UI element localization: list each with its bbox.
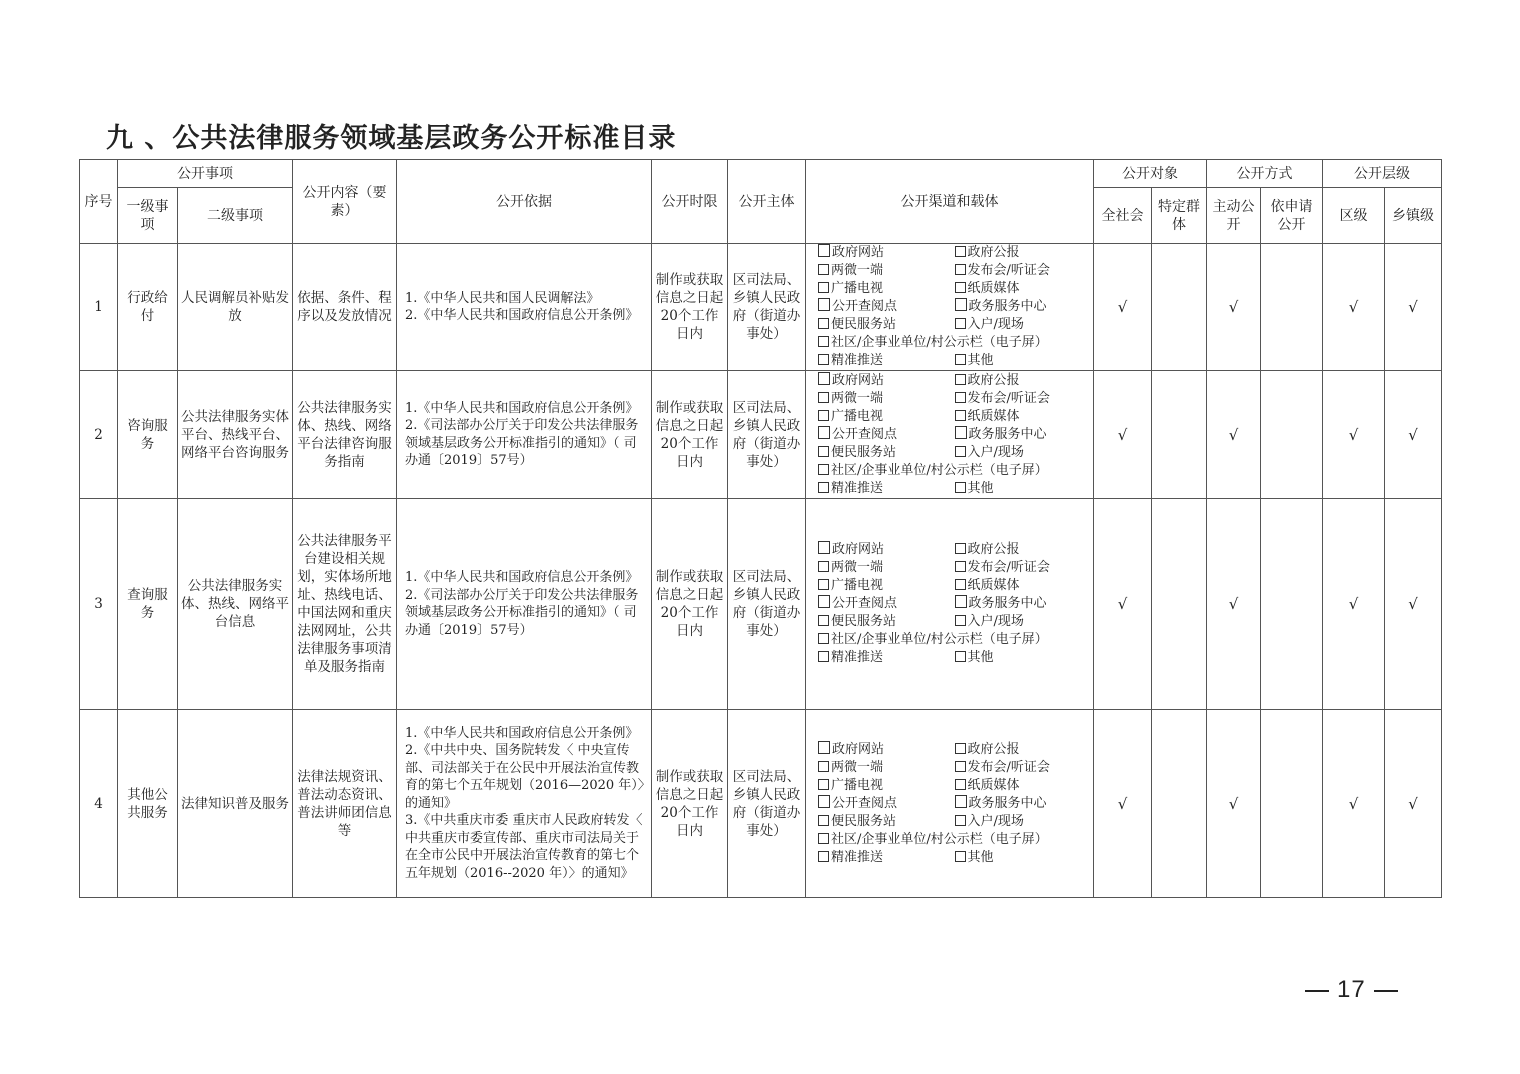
- table-row: [80, 499, 1442, 710]
- checkbox-icon: [818, 815, 829, 826]
- channel-option: 公开查阅点: [818, 426, 955, 444]
- checkbox-icon: [955, 743, 966, 754]
- row-level2-item: 公共法律服务实体、热线、网络平台信息: [178, 499, 293, 710]
- checkbox-icon: [955, 392, 966, 403]
- row-request-mark: [1261, 371, 1323, 499]
- row-specific-mark: [1152, 710, 1207, 898]
- channel-option: 两微一端: [818, 759, 955, 777]
- channel-option: 政府公报: [955, 372, 1092, 390]
- checkbox-icon: [955, 318, 966, 329]
- basis-item: 2.《中共中央、国务院转发〈 中央宣传部、司法部关于在公民中开展法治宣传教育的第七个五年规划（2016—2020 年）〉的通知》: [405, 743, 645, 811]
- row-all-mark: √: [1094, 710, 1152, 898]
- checkbox-icon: [818, 482, 829, 493]
- header-level-district: 区级: [1323, 188, 1385, 244]
- checkbox-icon: [955, 815, 966, 826]
- checkbox-icon: [818, 426, 830, 439]
- row-content: 法律法规资讯、普法动态资讯、普法讲师团信息等: [293, 710, 397, 898]
- row-channels: [806, 499, 1094, 710]
- header-level2: 二级事项: [178, 188, 293, 244]
- page-title: 九 、公共法律服务领域基层政务公开标准目录: [106, 123, 677, 154]
- header-basis: 公开依据: [397, 160, 652, 244]
- checkbox-icon: [818, 833, 829, 844]
- row-request-mark: [1261, 710, 1323, 898]
- checkbox-icon: [955, 264, 966, 275]
- channel-option: 精准推送: [818, 849, 955, 867]
- row-all-mark: √: [1094, 371, 1152, 499]
- checkbox-icon: [818, 561, 829, 572]
- basis-item: 1.《中华人民共和国政府信息公开条例》: [405, 725, 639, 741]
- header-seq: 序号: [80, 160, 118, 244]
- row-specific-mark: [1152, 371, 1207, 499]
- basis-item: 1.《中华人民共和国政府信息公开条例》: [405, 570, 639, 585]
- channel-option: 社区/企事业单位/村公示栏（电子屏）: [818, 631, 1091, 649]
- checkbox-icon: [955, 595, 967, 608]
- header-method-group: 公开方式: [1207, 160, 1323, 188]
- row-active-mark: √: [1207, 710, 1261, 898]
- row-level2-item: 人民调解员补贴发放: [178, 244, 293, 371]
- channel-option: 两微一端: [818, 262, 955, 280]
- channel-option: 社区/企事业单位/村公示栏（电子屏）: [818, 334, 1091, 352]
- row-active-mark: √: [1207, 371, 1261, 499]
- row-all-mark: √: [1094, 244, 1152, 371]
- checkbox-icon: [818, 541, 830, 554]
- row-time-limit: 制作或获取信息之日起20个工作日内: [652, 371, 728, 499]
- row-level1-item: 其他公共服务: [118, 710, 178, 898]
- checkbox-icon: [955, 795, 967, 808]
- channel-option: 便民服务站: [818, 613, 955, 631]
- row-town-mark: √: [1385, 499, 1442, 710]
- channel-option: 社区/企事业单位/村公示栏（电子屏）: [818, 462, 1091, 480]
- channel-option: 纸质媒体: [955, 777, 1092, 795]
- channel-option: 政务服务中心: [955, 426, 1092, 444]
- row-time-limit: 制作或获取信息之日起20个工作日内: [652, 710, 728, 898]
- checkbox-icon: [818, 282, 829, 293]
- channel-option: 广播电视: [818, 777, 955, 795]
- channel-option: 入户/现场: [955, 613, 1092, 631]
- channel-option: 入户/现场: [955, 813, 1092, 831]
- checkbox-icon: [818, 372, 830, 385]
- row-seq: 2: [80, 371, 118, 499]
- header-level1: 一级事项: [118, 188, 178, 244]
- channel-option: 政府网站: [818, 244, 955, 262]
- basis-item: 3.《中共重庆市委 重庆市人民政府转发〈 中共重庆市委宣传部、重庆市司法局关于在全市公民中开展法治宣传教育的第七个五年规划（2016--2020 年）〉的通知》: [405, 813, 643, 881]
- checkbox-icon: [955, 543, 966, 554]
- channel-option: 精准推送: [818, 480, 955, 498]
- row-active-mark: √: [1207, 499, 1261, 710]
- channel-option: 便民服务站: [818, 813, 955, 831]
- checkbox-icon: [818, 264, 829, 275]
- channel-option: 两微一端: [818, 559, 955, 577]
- row-level2-item: 公共法律服务实体平台、热线平台、网络平台咨询服务: [178, 371, 293, 499]
- row-channels: [806, 244, 1094, 371]
- channel-option: 发布会/听证会: [955, 759, 1092, 777]
- row-seq: 4: [80, 710, 118, 898]
- checkbox-icon: [818, 761, 829, 772]
- basis-item: 1.《中华人民共和国人民调解法》: [405, 290, 600, 306]
- header-level-town: 乡镇级: [1385, 188, 1442, 244]
- row-district-mark: √: [1323, 371, 1385, 499]
- checkbox-icon: [955, 410, 966, 421]
- checkbox-icon: [955, 446, 966, 457]
- row-district-mark: √: [1323, 710, 1385, 898]
- checkbox-icon: [818, 595, 830, 608]
- table-row: [80, 371, 1442, 499]
- channel-option: 两微一端: [818, 390, 955, 408]
- checkbox-icon: [818, 633, 829, 644]
- channel-option: 入户/现场: [955, 444, 1092, 462]
- channel-option: 纸质媒体: [955, 280, 1092, 298]
- channel-option: 发布会/听证会: [955, 559, 1092, 577]
- row-basis: [397, 244, 652, 371]
- channel-option: 政府网站: [818, 741, 955, 759]
- row-subject: 区司法局、乡镇人民政府（街道办事处）: [728, 710, 806, 898]
- checkbox-icon: [818, 446, 829, 457]
- channel-option: 公开查阅点: [818, 298, 955, 316]
- channel-option: 公开查阅点: [818, 595, 955, 613]
- row-town-mark: √: [1385, 371, 1442, 499]
- checkbox-icon: [955, 246, 966, 257]
- checkbox-icon: [818, 318, 829, 329]
- checkbox-icon: [955, 482, 966, 493]
- channel-option: 发布会/听证会: [955, 262, 1092, 280]
- row-all-mark: √: [1094, 499, 1152, 710]
- channel-option: 广播电视: [818, 280, 955, 298]
- channel-option: 其他: [955, 649, 1092, 667]
- basis-item: 2.《中华人民共和国政府信息公开条例》: [405, 308, 639, 323]
- checkbox-icon: [955, 761, 966, 772]
- checkbox-icon: [955, 579, 966, 590]
- header-target-specific: 特定群体: [1152, 188, 1207, 244]
- checkbox-icon: [818, 464, 829, 475]
- channel-option: 广播电视: [818, 577, 955, 595]
- checkbox-icon: [818, 410, 829, 421]
- channel-option: 公开查阅点: [818, 795, 955, 813]
- checkbox-icon: [818, 579, 829, 590]
- row-active-mark: √: [1207, 244, 1261, 371]
- checkbox-icon: [955, 615, 966, 626]
- row-seq: 3: [80, 499, 118, 710]
- channel-option: 纸质媒体: [955, 577, 1092, 595]
- checkbox-icon: [955, 374, 966, 385]
- header-item-group: 公开事项: [118, 160, 293, 188]
- row-level1-item: 咨询服务: [118, 371, 178, 499]
- row-content: 依据、条件、程序以及发放情况: [293, 244, 397, 371]
- channel-option: 其他: [955, 849, 1092, 867]
- row-specific-mark: [1152, 499, 1207, 710]
- basis-item: 2.《司法部办公厅关于印发公共法律服务领域基层政务公开标准指引的通知》（ 司办通〔2019〕57号）: [405, 587, 639, 638]
- checkbox-icon: [955, 561, 966, 572]
- row-level2-item: 法律知识普及服务: [178, 710, 293, 898]
- channel-option: 政府网站: [818, 372, 955, 390]
- row-content: 公共法律服务平台建设相关规划，实体场所地址、热线电话、中国法网和重庆法网网址，公共法律服务事项清单及服务指南: [293, 499, 397, 710]
- row-subject: 区司法局、乡镇人民政府（街道办事处）: [728, 499, 806, 710]
- row-time-limit: 制作或获取信息之日起20个工作日内: [652, 499, 728, 710]
- row-town-mark: √: [1385, 710, 1442, 898]
- header-time: 公开时限: [652, 160, 728, 244]
- checkbox-icon: [818, 851, 829, 862]
- header-target-group: 公开对象: [1094, 160, 1207, 188]
- checkbox-icon: [818, 795, 830, 808]
- checkbox-icon: [818, 615, 829, 626]
- checkbox-icon: [818, 336, 829, 347]
- channel-option: 政府公报: [955, 244, 1092, 262]
- row-town-mark: √: [1385, 244, 1442, 371]
- header-method-request: 依申请公开: [1261, 188, 1323, 244]
- row-level1-item: 查询服务: [118, 499, 178, 710]
- channel-option: 入户/现场: [955, 316, 1092, 334]
- channel-option: 精准推送: [818, 649, 955, 667]
- checkbox-icon: [955, 426, 967, 439]
- channel-option: 政务服务中心: [955, 795, 1092, 813]
- checkbox-icon: [818, 354, 829, 365]
- channel-option: 社区/企事业单位/村公示栏（电子屏）: [818, 831, 1091, 849]
- checkbox-icon: [955, 354, 966, 365]
- row-basis: [397, 499, 652, 710]
- row-district-mark: √: [1323, 244, 1385, 371]
- basis-item: 1.《中华人民共和国政府信息公开条例》: [405, 400, 639, 416]
- checkbox-icon: [818, 392, 829, 403]
- header-subject: 公开主体: [728, 160, 806, 244]
- channel-option: 纸质媒体: [955, 408, 1092, 426]
- row-district-mark: √: [1323, 499, 1385, 710]
- table-row: [80, 244, 1442, 371]
- checkbox-icon: [818, 244, 830, 257]
- table-row: [80, 710, 1442, 898]
- row-channels: [806, 371, 1094, 499]
- channel-option: 政府公报: [955, 541, 1092, 559]
- page-number: 17: [1297, 976, 1406, 1004]
- checkbox-icon: [955, 651, 966, 662]
- checkbox-icon: [818, 651, 829, 662]
- row-basis: [397, 371, 652, 499]
- row-request-mark: [1261, 499, 1323, 710]
- standard-catalog-table: [79, 159, 1442, 898]
- channel-option: 政府公报: [955, 741, 1092, 759]
- channel-option: 政府网站: [818, 541, 955, 559]
- row-basis: [397, 710, 652, 898]
- checkbox-icon: [955, 851, 966, 862]
- header-level-group: 公开层级: [1323, 160, 1442, 188]
- checkbox-icon: [955, 298, 967, 311]
- channel-option: 政务服务中心: [955, 298, 1092, 316]
- row-content: 公共法律服务实体、热线、网络平台法律咨询服务指南: [293, 371, 397, 499]
- header-content: 公开内容（要素）: [293, 160, 397, 244]
- basis-item: 2.《司法部办公厅关于印发公共法律服务领域基层政务公开标准指引的通知》（ 司办通〔2019〕57号）: [405, 418, 639, 468]
- channel-option: 其他: [955, 352, 1092, 370]
- channel-option: 发布会/听证会: [955, 390, 1092, 408]
- channel-option: 精准推送: [818, 352, 955, 370]
- row-level1-item: 行政给付: [118, 244, 178, 371]
- channel-option: 便民服务站: [818, 444, 955, 462]
- checkbox-icon: [818, 779, 829, 790]
- row-request-mark: [1261, 244, 1323, 371]
- row-channels: [806, 710, 1094, 898]
- row-time-limit: 制作或获取信息之日起20个工作日内: [652, 244, 728, 371]
- header-channel: 公开渠道和载体: [806, 160, 1094, 244]
- row-seq: 1: [80, 244, 118, 371]
- header-method-active: 主动公开: [1207, 188, 1261, 244]
- row-subject: 区司法局、乡镇人民政府（街道办事处）: [728, 244, 806, 371]
- header-target-all: 全社会: [1094, 188, 1152, 244]
- checkbox-icon: [818, 298, 830, 311]
- channel-option: 便民服务站: [818, 316, 955, 334]
- channel-option: 其他: [955, 480, 1092, 498]
- channel-option: 政务服务中心: [955, 595, 1092, 613]
- channel-option: 广播电视: [818, 408, 955, 426]
- row-specific-mark: [1152, 244, 1207, 371]
- checkbox-icon: [955, 779, 966, 790]
- checkbox-icon: [818, 741, 830, 754]
- checkbox-icon: [955, 282, 966, 293]
- row-subject: 区司法局、乡镇人民政府（街道办事处）: [728, 371, 806, 499]
